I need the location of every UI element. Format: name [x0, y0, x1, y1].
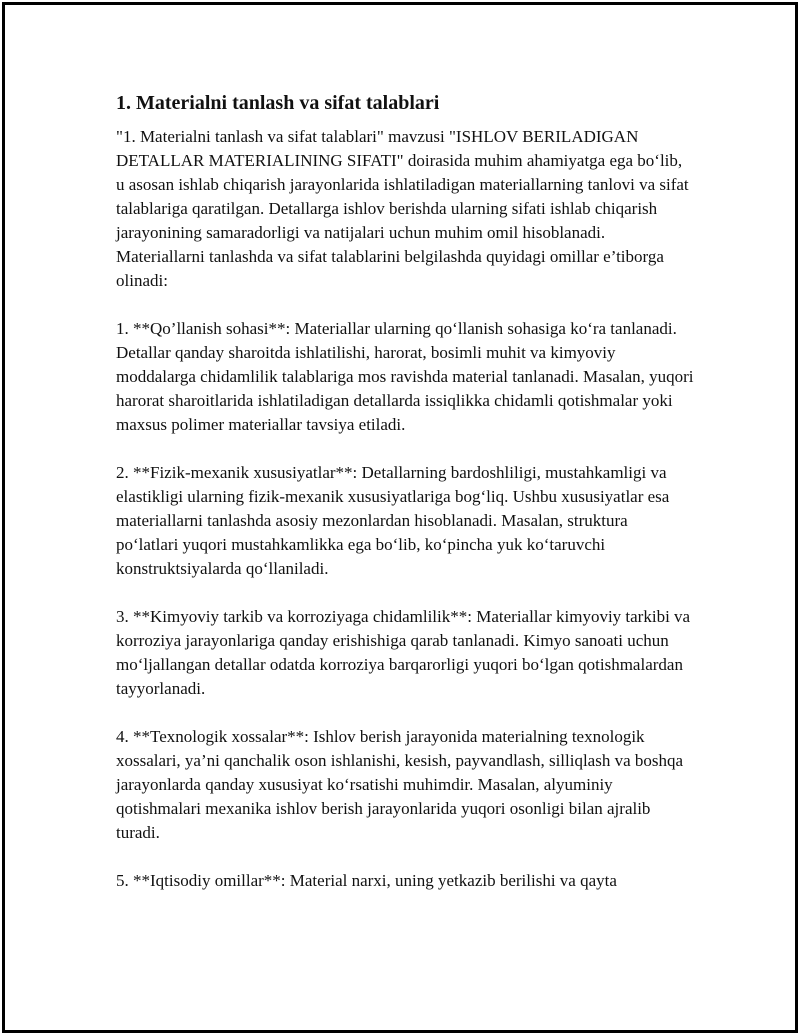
paragraph-economic-factors: 5. **Iqtisodiy omillar**: Material narxi, uning yetkazib berilishi va qayta — [116, 871, 617, 890]
section-heading: 1. Materialni tanlash va sifat talablari — [116, 92, 440, 114]
document-body — [116, 90, 694, 917]
paragraph-application-area: 1. **Qo’llanish sohasi**: Materiallar ularning qo‘llanish sohasiga ko‘ra tanlanadi. Detallar qanday sharoitda ishlatilishi, harorat, bosimli muhit va kimyoviy moddalarga chidamlilik talablariga mos ravishda material tanlanadi. Masalan, yuqori harorat sharoitlarida ishlatiladigan detallarda issiqlikka chidamli qotishmalar yoki maxsus polimer materiallar tavsiya etiladi. — [116, 319, 694, 434]
paragraph-technological-properties: 4. **Texnologik xossalar**: Ishlov berish jarayonida materialning texnologik xossalari, ya’ni qanchalik oson ishlanishi, kesish, payvandlash, silliqlash va boshqa jarayonlarda qanday xususiyat ko‘rsatishi muhimdir. Masalan, alyuminiy qotishmalari mexanika ishlov berish jarayonlarida yuqori osonligi bilan ajralib turadi. — [116, 727, 684, 842]
intro-paragraph: "1. Materialni tanlash va sifat talablari" mavzusi "ISHLOV BERILADIGAN DETALLAR MATERIALINING SIFATI" doirasida muhim ahamiyatga ega bo‘lib, u asosan ishlab chiqarish jarayonlarida ishlatiladigan materiallarning tanlovi va sifat talablariga qaratilgan. Detallarga ishlov berishda ularning sifati ishlab chiqarish jarayonining samaradorligi va natijalari uchun muhim omil hisoblanadi. Materiallarni tanlashda va sifat talablarini belgilashda quyidagi omillar e’tiborga olinadi: — [116, 127, 689, 290]
paragraph-physical-mechanical: 2. **Fizik-mexanik xususiyatlar**: Detallarning bardoshliligi, mustahkamligi va elastikligi ularning fizik-mexanik xususiyatlariga bog‘liq. Ushbu xususiyatlar esa materiallarni tanlashda asosiy mezonlardan hisoblanadi. Masalan, struktura po‘latlari yuqori mustahkamlikka ega bo‘lib, ko‘pincha yuk ko‘taruvchi konstruktsiyalarda qo‘llaniladi. — [116, 463, 670, 578]
paragraph-chemical-composition: 3. **Kimyoviy tarkib va korroziyaga chidamlilik**: Materiallar kimyoviy tarkibi va korroziya jarayonlariga qanday erishishiga qarab tanlanadi. Kimyo sanoati uchun mo‘ljallangan detallar odatda korroziya barqarorligi yuqori bo‘lgan qotishmalardan tayyorlanadi. — [116, 607, 691, 698]
